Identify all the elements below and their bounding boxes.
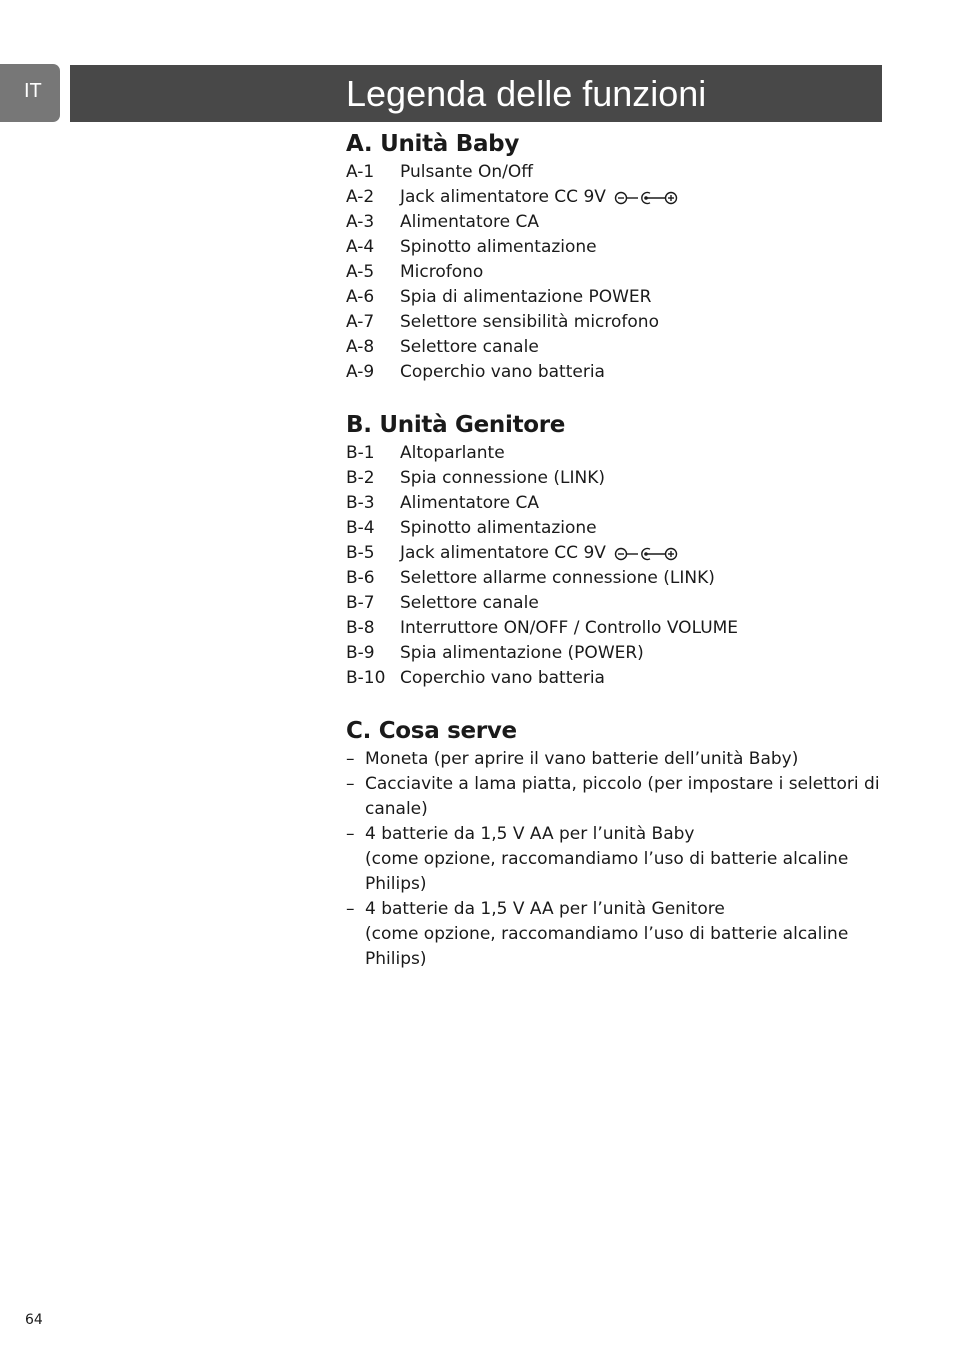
list-item (346, 466, 876, 491)
list-item (346, 441, 876, 466)
list-item (346, 185, 876, 210)
item-label: Spia alimentazione (POWER) (400, 643, 644, 663)
dc-polarity-symbol-icon (613, 189, 679, 207)
dash-bullet: – (346, 749, 355, 769)
dash-bullet: – (346, 824, 355, 844)
item-label: Selettore canale (400, 337, 539, 357)
list-item (346, 210, 876, 235)
item-label: Spinotto alimentazione (400, 518, 597, 538)
item-text: Philips) (365, 874, 427, 894)
item-text: 4 batterie da 1,5 V AA per l’unità Genitore (365, 899, 725, 919)
dash-bullet: – (346, 774, 355, 794)
item-text: (come opzione, raccomandiamo l’uso di batterie alcaline (365, 924, 849, 944)
content (346, 128, 880, 972)
item-code: B-10 (346, 668, 386, 688)
list-item (346, 566, 876, 591)
item-label: Alimentatore CA (400, 493, 539, 513)
list-item (346, 516, 876, 541)
list-item (346, 360, 876, 385)
item-label: Alimentatore CA (400, 212, 539, 232)
list-item (346, 285, 876, 310)
list-item (346, 591, 876, 616)
item-code: B-9 (346, 643, 375, 663)
list-item (346, 260, 876, 285)
item-label: Spia di alimentazione POWER (400, 287, 652, 307)
item-code: A-2 (346, 187, 375, 207)
item-label: Jack alimentatore CC 9V (400, 187, 606, 207)
list-item (346, 616, 876, 641)
item-text: Cacciavite a lama piatta, piccolo (per impostare i selettori di (365, 774, 880, 794)
item-label: Selettore canale (400, 593, 539, 613)
list-item (346, 897, 876, 972)
title-bar (70, 65, 882, 122)
item-text: 4 batterie da 1,5 V AA per l’unità Baby (365, 824, 695, 844)
parent-unit-list (346, 441, 876, 691)
dash-bullet: – (346, 899, 355, 919)
list-item (346, 641, 876, 666)
section-title-parent-unit: B. Unità Genitore (346, 412, 566, 438)
list-item (346, 235, 876, 260)
list-item (346, 822, 876, 897)
item-label: Pulsante On/Off (400, 162, 534, 182)
item-code: B-6 (346, 568, 375, 588)
item-code: A-6 (346, 287, 375, 307)
item-code: A-3 (346, 212, 375, 232)
item-code: B-1 (346, 443, 375, 463)
list-item (346, 310, 876, 335)
item-label: Coperchio vano batteria (400, 362, 605, 382)
item-code: A-9 (346, 362, 375, 382)
list-item (346, 160, 876, 185)
list-item (346, 772, 880, 822)
item-code: B-2 (346, 468, 375, 488)
dc-polarity-symbol-icon (613, 545, 679, 563)
item-label: Microfono (400, 262, 484, 282)
item-label: Selettore allarme connessione (LINK) (400, 568, 715, 588)
item-code: A-1 (346, 162, 375, 182)
item-text: Moneta (per aprire il vano batterie dell’unità Baby) (365, 749, 799, 769)
item-label: Interruttore ON/OFF / Controllo VOLUME (400, 618, 739, 638)
item-label: Jack alimentatore CC 9V (400, 543, 606, 563)
baby-unit-list (346, 160, 876, 385)
section-title-baby-unit: A. Unità Baby (346, 131, 520, 157)
item-code: B-4 (346, 518, 375, 538)
item-text: canale) (365, 799, 428, 819)
item-text: Philips) (365, 949, 427, 969)
page-number: 64 (25, 1312, 43, 1328)
item-text: (come opzione, raccomandiamo l’uso di batterie alcaline (365, 849, 849, 869)
page-title: Legenda delle funzioni (346, 73, 707, 114)
item-code: B-8 (346, 618, 375, 638)
item-code: A-4 (346, 237, 375, 257)
item-code: A-5 (346, 262, 375, 282)
item-code: B-3 (346, 493, 375, 513)
item-label: Selettore sensibilità microfono (400, 312, 659, 332)
item-label: Coperchio vano batteria (400, 668, 605, 688)
list-item (346, 666, 876, 691)
item-code: B-5 (346, 543, 375, 563)
list-item (346, 335, 876, 360)
list-item (346, 541, 876, 566)
list-item (346, 747, 876, 772)
requirements-list (346, 747, 880, 972)
section-title-what-you-need: C. Cosa serve (346, 718, 517, 744)
language-tab (0, 64, 60, 122)
item-label: Spinotto alimentazione (400, 237, 597, 257)
item-code: A-8 (346, 337, 375, 357)
item-label: Spia connessione (LINK) (400, 468, 605, 488)
item-label: Altoparlante (400, 443, 505, 463)
item-code: A-7 (346, 312, 375, 332)
list-item (346, 491, 876, 516)
language-tab-label: IT (24, 80, 42, 102)
item-code: B-7 (346, 593, 375, 613)
